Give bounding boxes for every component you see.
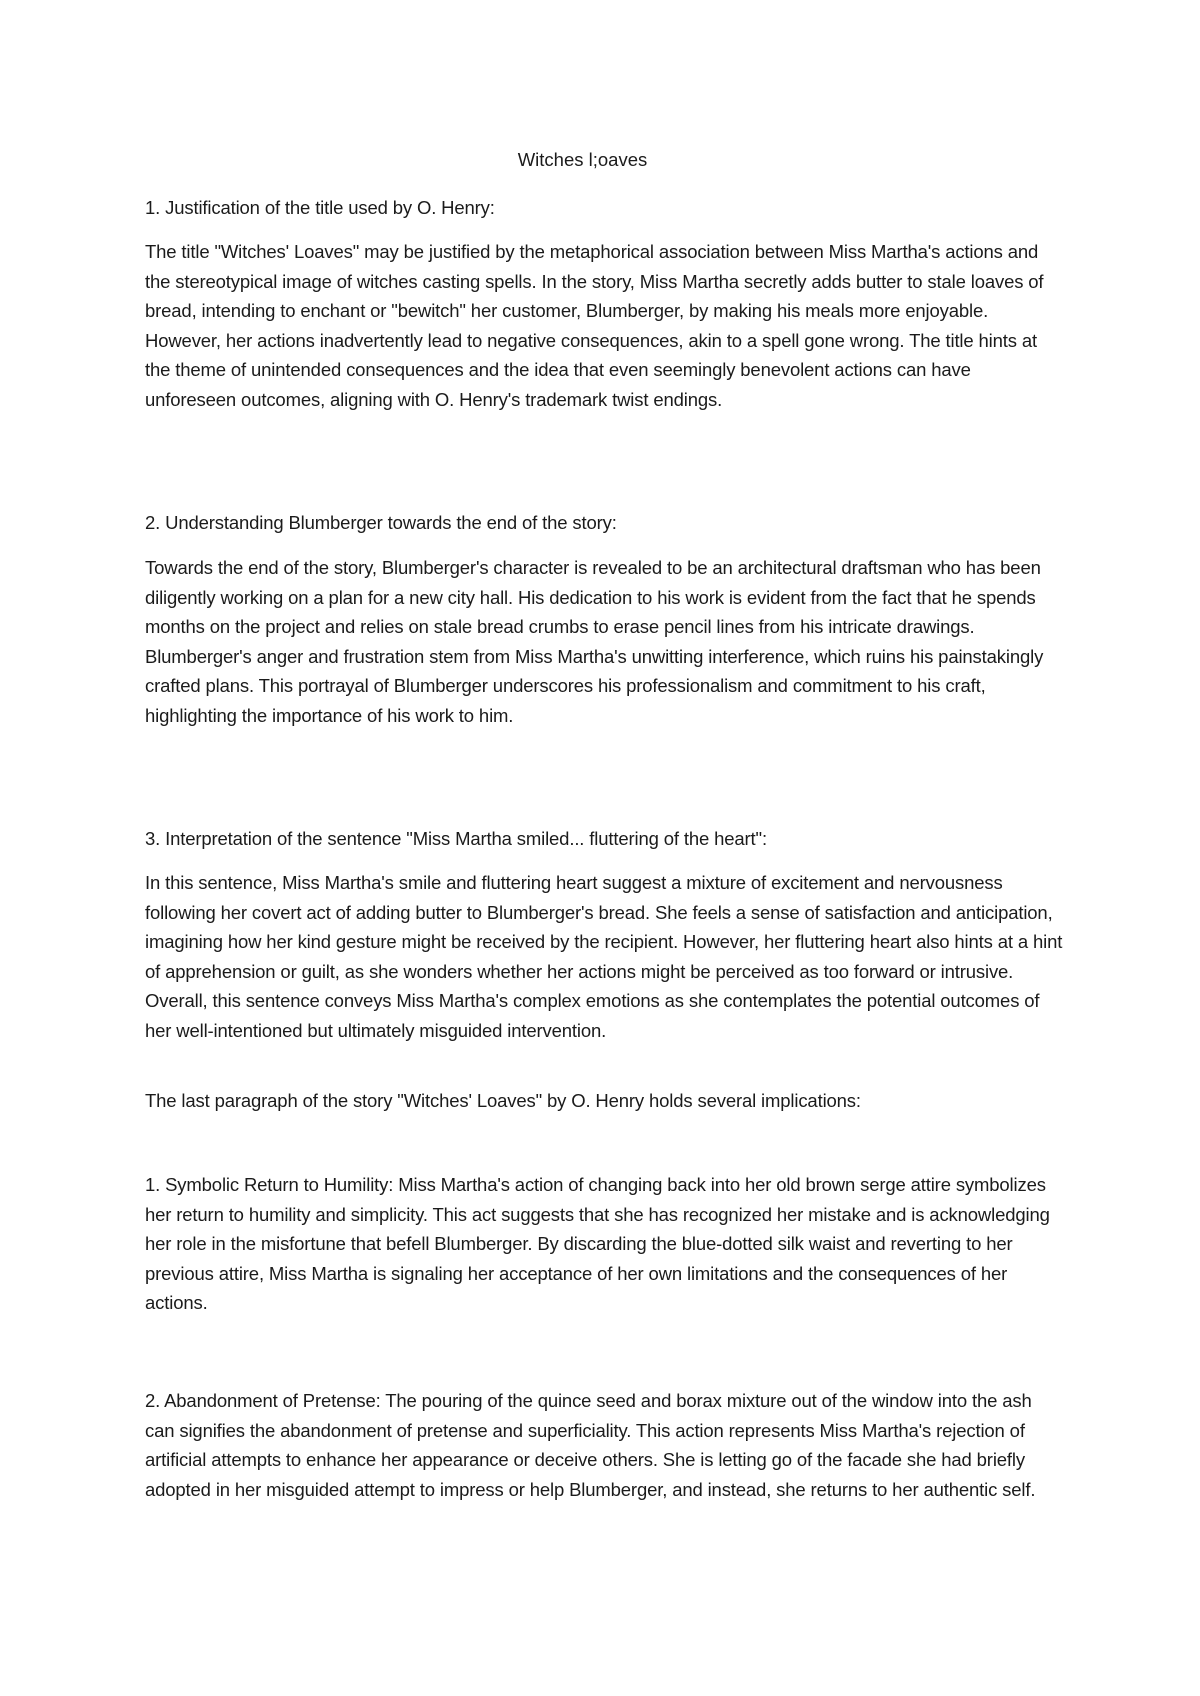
question-1-heading: 1. Justification of the title used by O. Henry: [145, 197, 495, 218]
implication-1: 1. Symbolic Return to Humility: Miss Martha's action of changing back into her old brown serge attire symbolizes her return to humility and simplicity. This act suggests that she has recognized her mistake and is acknowledging her role in the misfortune that befell Blumberger. By discarding the blue-dotted silk waist and reverting to her previous attire, Miss Martha is signaling her acceptance of her own limitations and the consequences of her actions. [145, 1174, 1050, 1313]
question-2-heading: 2. Understanding Blumberger towards the end of the story: [145, 512, 617, 533]
document-title: Witches l;oaves [517, 149, 648, 170]
implication-2: 2. Abandonment of Pretense: The pouring of the quince seed and borax mixture out of the window into the ash can signifies the abandonment of pretense and superficiality. This action represents Miss Martha's rejection of artificial attempts to enhance her appearance or deceive others. She is letting go of the facade she had briefly adopted in her misguided attempt to impress or help Blumberger, and instead, she returns to her authentic self. [145, 1390, 1036, 1500]
question-1-answer: The title "Witches' Loaves" may be justified by the metaphorical association between Miss Martha's actions and the stereotypical image of witches casting spells. In the story, Miss Martha secretly adds butter to stale loaves of bread, intending to enchant or "bewitch" her customer, Blumberger, by making his meals more enjoyable. However, her actions inadvertently lead to negative consequences, akin to a spell gone wrong. The title hints at the theme of unintended consequences and the idea that even seemingly benevolent actions can have unforeseen outcomes, aligning with O. Henry's trademark twist endings. [145, 241, 1044, 410]
last-paragraph-intro: The last paragraph of the story "Witches' Loaves" by O. Henry holds several implications: [145, 1090, 861, 1111]
question-3-heading: 3. Interpretation of the sentence "Miss Martha smiled... fluttering of the heart": [145, 828, 767, 849]
question-3-answer: In this sentence, Miss Martha's smile and fluttering heart suggest a mixture of excitement and nervousness following her covert act of adding butter to Blumberger's bread. She feels a sense of satisfaction and anticipation, imagining how her kind gesture might be received by the recipient. However, her fluttering heart also hints at a hint of apprehension or guilt, as she wonders whether her actions might be perceived as too forward or intrusive. Overall, this sentence conveys Miss Martha's complex emotions as she contemplates the potential outcomes of her well-intentioned but ultimately misguided intervention. [145, 872, 1063, 1041]
question-2-answer: Towards the end of the story, Blumberger's character is revealed to be an architectural draftsman who has been diligently working on a plan for a new city hall. His dedication to his work is evident from the fact that he spends months on the project and relies on stale bread crumbs to erase pencil lines from his intricate drawings. Blumberger's anger and frustration stem from Miss Martha's unwitting interference, which ruins his painstakingly crafted plans. This portrayal of Blumberger underscores his professionalism and commitment to his craft, highlighting the importance of his work to him. [145, 557, 1044, 726]
